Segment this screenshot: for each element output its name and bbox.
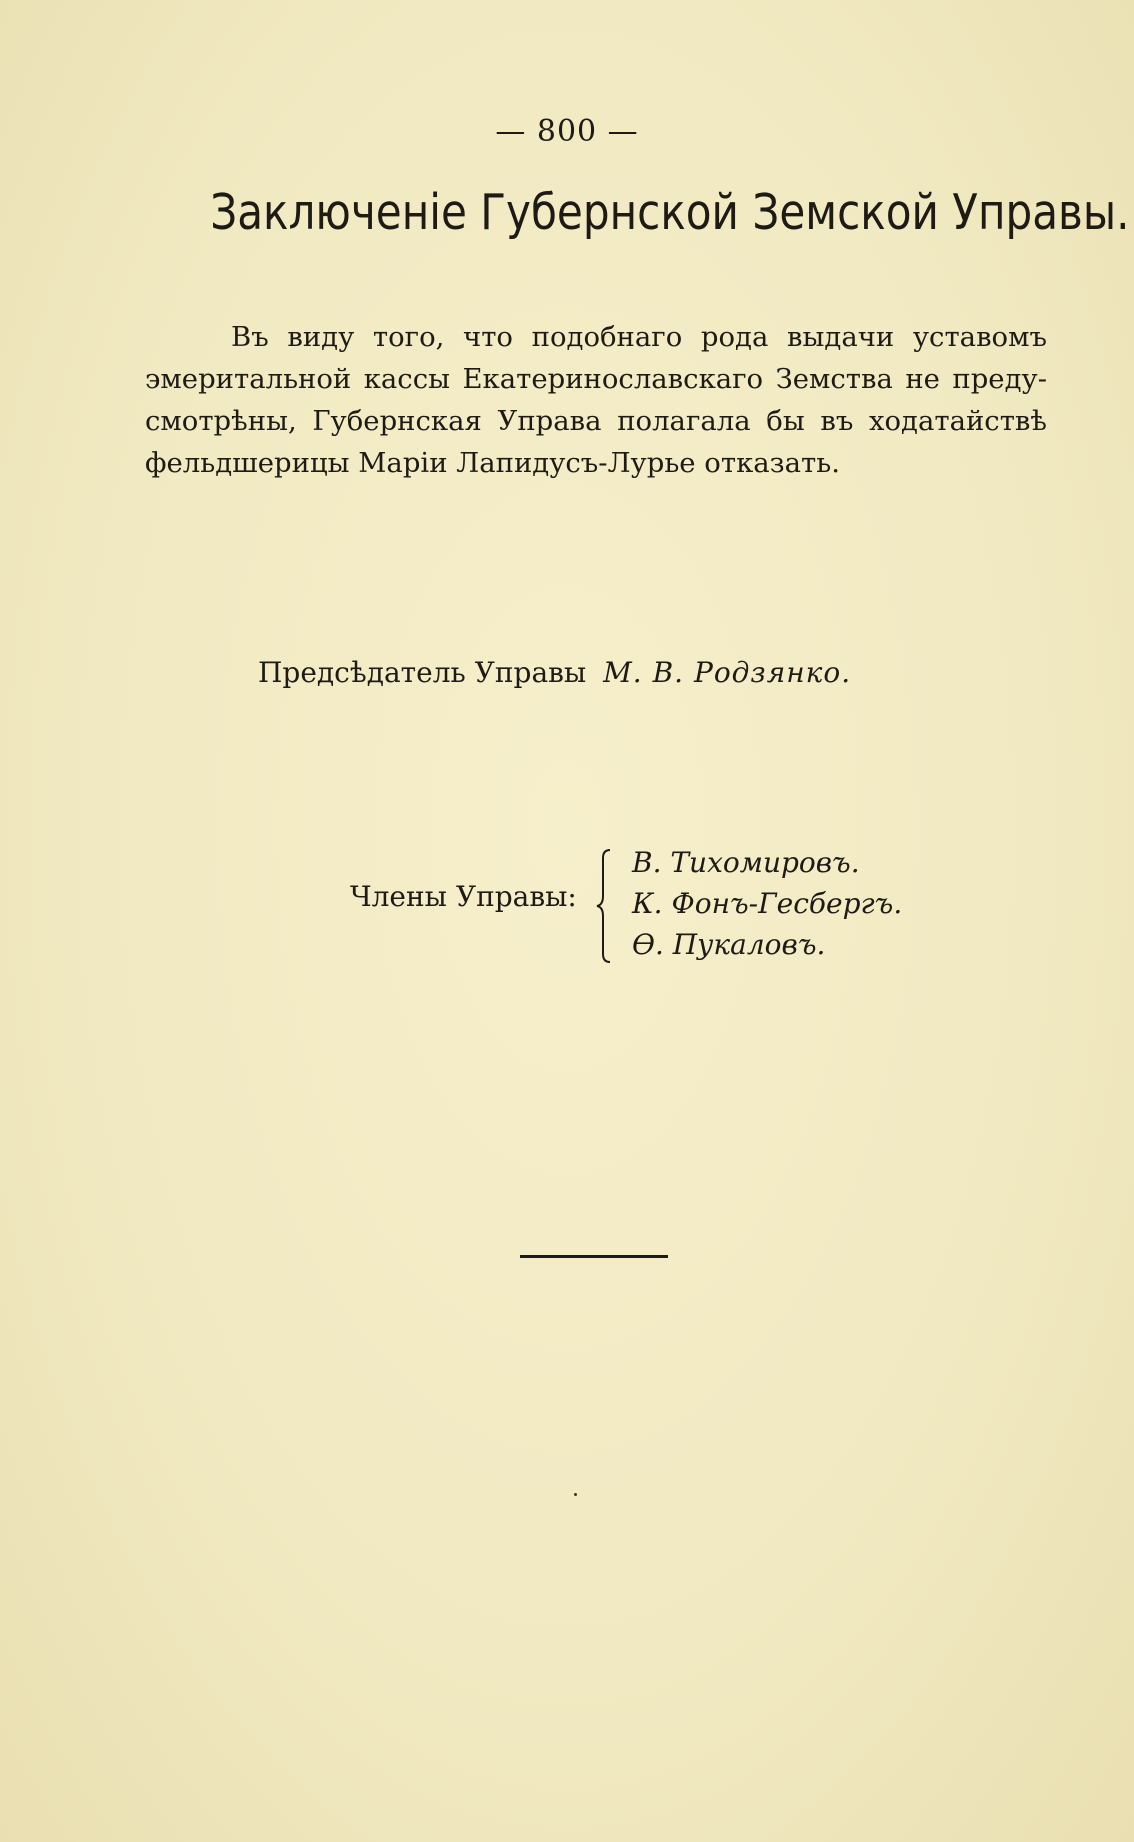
chairman-label: Предсѣдатель Управы [258,656,587,689]
member-name: В. Тихомировъ. [632,846,860,879]
member-name: К. Фонъ-Гесбергъ. [632,887,903,920]
body-paragraph [145,316,1047,484]
page-number: — 800 — [495,114,639,149]
paragraph-line: фельдшерицы Маріи Лапидусъ-Лурье отказать. [145,447,840,479]
closing-rule [520,1255,668,1258]
members-list [632,842,902,965]
page-title: Заключеніе Губернской Земской Управы. [210,184,1130,241]
members-label: Члены Управы: [350,880,577,913]
chairman-name: М. В. Родзянко. [603,656,852,689]
print-speck [574,1493,577,1496]
paragraph-line: эмеритальной кассы Екатеринославскаго Земства не преду- [145,363,1047,395]
chairman-signature [258,656,851,689]
paragraph-line: смотрѣны, Губернская Управа полагала бы въ ходатайствѣ [145,405,1047,437]
member-name: Ѳ. Пукаловъ. [632,928,826,961]
curly-brace-icon [594,848,614,964]
paragraph-line: Въ виду того, что подобнаго рода выдачи уставомъ [231,321,1047,353]
